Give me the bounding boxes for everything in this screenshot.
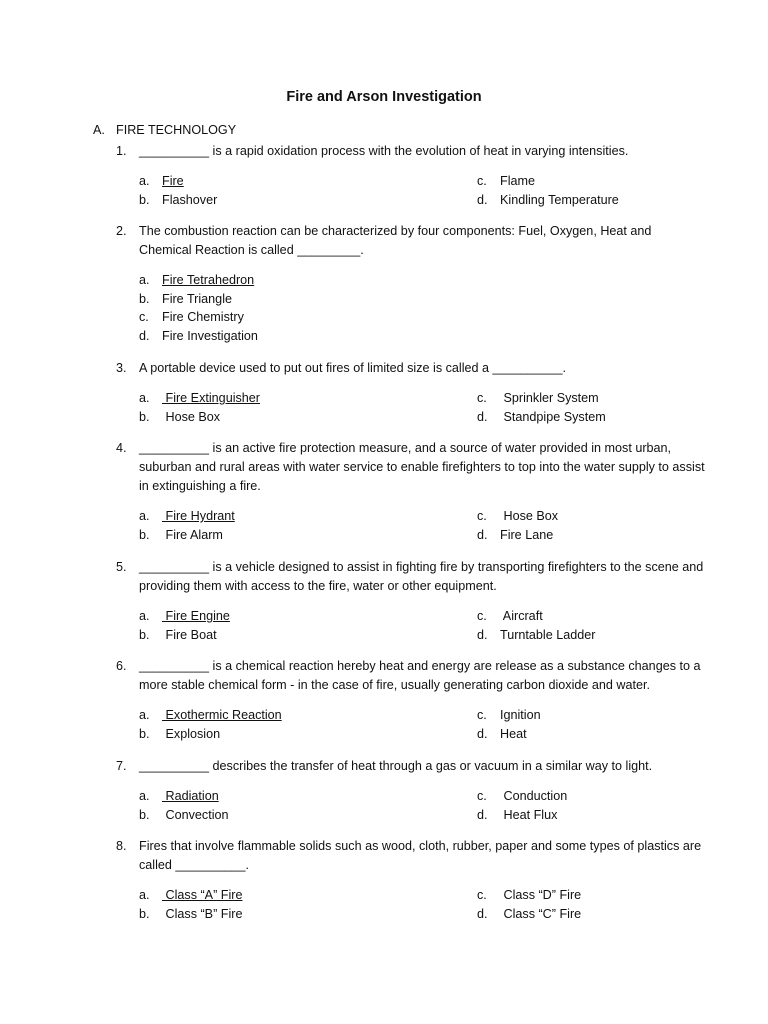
option-a: a. Exothermic Reaction (139, 708, 282, 722)
section-letter: A. (93, 123, 105, 137)
question-number: 7. (116, 759, 127, 773)
option-d: d. Fire Investigation (139, 329, 258, 343)
option-c: c. Fire Chemistry (139, 310, 244, 324)
question-number: 1. (116, 144, 127, 158)
answer-text: Fire Extinguisher (162, 391, 260, 405)
answer-text: Fire Engine (162, 609, 230, 623)
option-d: d. Class “C” Fire (477, 907, 582, 921)
option-text: Conduction (500, 789, 568, 803)
option-c: c. Flame (477, 174, 535, 188)
option-d: d. Kindling Temperature (477, 193, 619, 207)
option-c: c. Class “D” Fire (477, 888, 582, 902)
option-d: d. Standpipe System (477, 410, 606, 424)
question-text: __________ is a vehicle designed to assist in fighting fire by transporting firefighters to the scene and providing them with access to the fire, water or other equipment. (139, 560, 704, 593)
option-list (116, 507, 706, 545)
question-text: Fires that involve flammable solids such as wood, cloth, rubber, paper and some types of plastics are called __________. (139, 839, 702, 872)
option-b: b. Hose Box (139, 410, 221, 424)
question-4 (116, 439, 706, 545)
section-heading-text: FIRE TECHNOLOGY (116, 123, 237, 137)
option-c: c. Ignition (477, 708, 541, 722)
option-a: a. Radiation (139, 789, 219, 803)
option-list (116, 607, 706, 645)
question-number: 3. (116, 361, 127, 375)
option-text: Fire Investigation (162, 329, 258, 343)
question-text: A portable device used to put out fires of limited size is called a __________. (139, 361, 567, 375)
option-text: Class “B” Fire (162, 907, 243, 921)
option-list (116, 172, 706, 210)
question-6 (116, 657, 706, 744)
question-number: 6. (116, 659, 127, 673)
question-text: __________ is an active fire protection measure, and a source of water provided in most urban, suburban and rural areas with water service to enable firefighters to top into the water supply to assist in extinguishing a fire. (139, 441, 705, 493)
option-a: a. Class “A” Fire (139, 888, 243, 902)
option-text: Hose Box (162, 410, 221, 424)
question-8 (116, 837, 706, 924)
option-text: Heat (500, 727, 527, 741)
option-text: Fire Chemistry (162, 310, 244, 324)
option-b: b. Convection (139, 808, 229, 822)
option-a: a. Fire Tetrahedron (139, 273, 255, 287)
answer-text: Fire (162, 174, 184, 188)
option-text: Convection (162, 808, 229, 822)
question-number: 5. (116, 560, 127, 574)
option-d: d. Heat Flux (477, 808, 558, 822)
option-c: c. Conduction (477, 789, 568, 803)
question-number: 2. (116, 224, 127, 238)
option-b: b. Fire Alarm (139, 528, 223, 542)
option-text: Aircraft (500, 609, 543, 623)
answer-text: Fire Tetrahedron (162, 273, 255, 287)
option-text: Class “D” Fire (500, 888, 582, 902)
option-list (116, 706, 706, 744)
option-a: a. Fire Hydrant (139, 509, 235, 523)
answer-text: Exothermic Reaction (162, 708, 282, 722)
question-text: The combustion reaction can be characterized by four components: Fuel, Oxygen, Heat and Chemical Reaction is called _________. (139, 224, 652, 257)
answer-text: Class “A” Fire (162, 888, 243, 902)
option-b: b. Fire Triangle (139, 292, 232, 306)
question-1 (116, 142, 706, 210)
option-b: b. Fire Boat (139, 628, 217, 642)
option-text: Standpipe System (500, 410, 606, 424)
option-d: d. Fire Lane (477, 528, 554, 542)
option-text: Hose Box (500, 509, 559, 523)
option-text: Class “C” Fire (500, 907, 582, 921)
option-text: Heat Flux (500, 808, 558, 822)
option-list (116, 886, 706, 924)
option-text: Explosion (162, 727, 221, 741)
option-list (116, 389, 706, 427)
option-a: a. Fire Extinguisher (139, 391, 260, 405)
option-text: Sprinkler System (500, 391, 599, 405)
question-number: 8. (116, 839, 127, 853)
question-text: __________ is a chemical reaction hereby heat and energy are release as a substance changes to a more stable chemical form - in the case of fire, usually generating carbon dioxide and water. (139, 659, 701, 692)
question-7 (116, 757, 706, 825)
option-c: c. Aircraft (477, 609, 543, 623)
option-a: a. Fire (139, 174, 184, 188)
option-text: Kindling Temperature (500, 193, 619, 207)
option-d: d. Turntable Ladder (477, 628, 596, 642)
section-heading (93, 123, 236, 137)
option-text: Flame (500, 174, 535, 188)
question-2 (116, 222, 706, 347)
page-title: Fire and Arson Investigation (286, 89, 482, 105)
option-text: Fire Alarm (162, 528, 223, 542)
option-text: Fire Boat (162, 628, 217, 642)
option-text: Turntable Ladder (500, 628, 596, 642)
answer-text: Fire Hydrant (162, 509, 235, 523)
answer-text: Radiation (162, 789, 219, 803)
option-a: a. Fire Engine (139, 609, 230, 623)
question-number: 4. (116, 441, 127, 455)
question-3 (116, 359, 706, 427)
option-c: c. Sprinkler System (477, 391, 599, 405)
option-text: Flashover (162, 193, 218, 207)
option-text: Fire Triangle (162, 292, 232, 306)
question-text: __________ is a rapid oxidation process with the evolution of heat in varying intensities. (139, 144, 629, 158)
option-text: Fire Lane (500, 528, 554, 542)
option-list (116, 271, 706, 347)
option-list (116, 787, 706, 825)
option-c: c. Hose Box (477, 509, 559, 523)
option-b: b. Explosion (139, 727, 221, 741)
option-d: d. Heat (477, 727, 527, 741)
option-b: b. Flashover (139, 193, 218, 207)
option-text: Ignition (500, 708, 541, 722)
question-5 (116, 558, 706, 645)
option-b: b. Class “B” Fire (139, 907, 243, 921)
question-text: __________ describes the transfer of heat through a gas or vacuum in a similar way to light. (139, 759, 653, 773)
